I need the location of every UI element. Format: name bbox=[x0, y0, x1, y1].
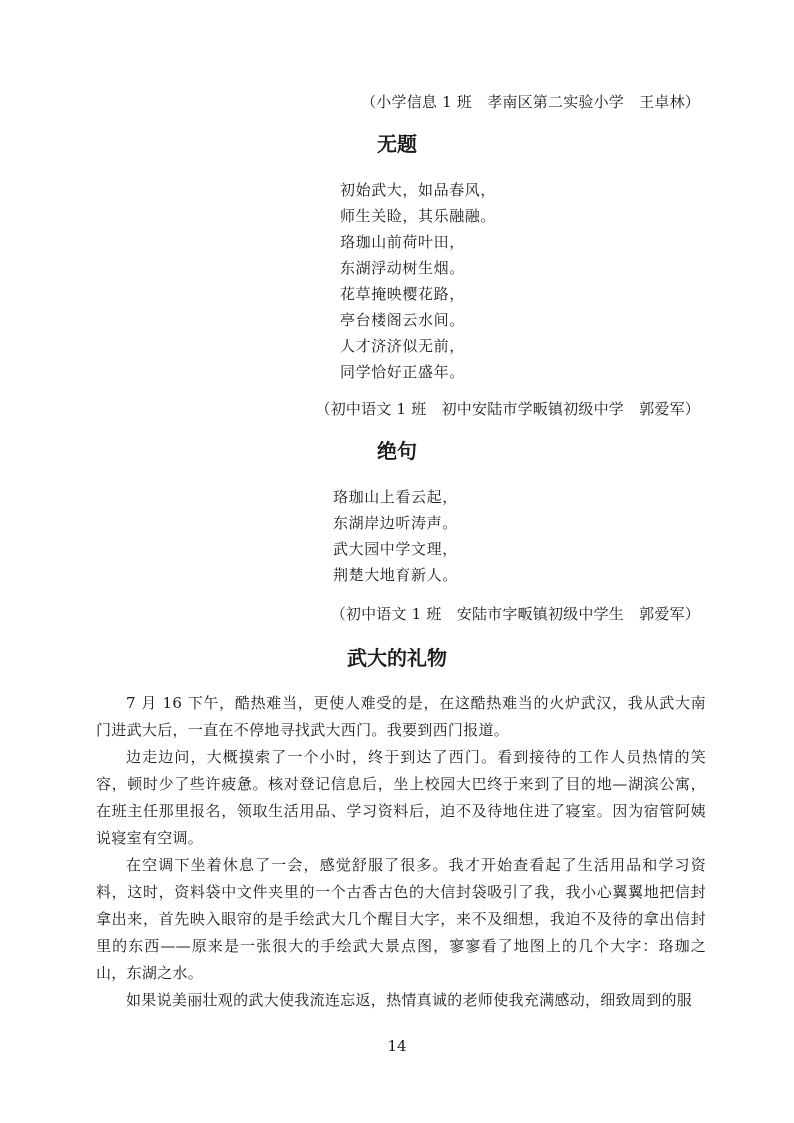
poem-body bbox=[340, 177, 496, 385]
poem-line: 东湖岸边听涛声。 bbox=[333, 514, 458, 532]
poem-line: 武大园中学文理， bbox=[333, 540, 458, 558]
poem-title: 绝句 bbox=[377, 439, 417, 463]
attribution-line: （初中语文 1 班 初中安陆市学畈镇初级中学 郭爱军） bbox=[315, 400, 700, 418]
page-number: 14 bbox=[387, 1037, 407, 1055]
poem-line: 亭台楼阁云水间。 bbox=[340, 311, 465, 329]
poem-line: 同学恰好正盛年。 bbox=[340, 363, 465, 381]
poem-line: 花草掩映樱花路， bbox=[340, 285, 465, 303]
poem-body bbox=[333, 484, 458, 588]
paragraph: 7 月 16 下午，酷热难当，更使人难受的是，在这酷热难当的火炉武汉，我从武大南门进武大后，一直在不停地寻找武大西门。我要到西门报道。 bbox=[96, 694, 706, 739]
poem-line: 珞珈山上看云起， bbox=[333, 488, 458, 506]
poem-line: 荆楚大地育新人。 bbox=[333, 566, 458, 584]
attribution-line: （初中语文 1 班 安陆市字畈镇初级中学生 郭爱军） bbox=[330, 605, 700, 623]
poem-line: 师生关睑，其乐融融。 bbox=[340, 207, 497, 225]
poem-line: 东湖浮动树生烟。 bbox=[340, 259, 465, 277]
paragraph: 如果说美丽壮观的武大使我流连忘返，热情真诚的老师使我充满感动，细致周到的服 bbox=[126, 991, 693, 1009]
paragraph: 边走边问，大概摸索了一个小时，终于到达了西门。看到接待的工作人员热情的笑容，顿时少了些许疲惫。核对登记信息后，坐上校园大巴终于来到了目的地—湖滨公寓，在班主任那里报名，领取生活用品、学习资料后，迫不及待地住进了寝室。因为宿管阿姨说寝室有空调。 bbox=[96, 748, 706, 847]
poem-line: 珞珈山前荷叶田， bbox=[340, 233, 465, 251]
essay-body bbox=[96, 690, 706, 1014]
paragraph: 在空调下坐着休息了一会，感觉舒服了很多。我才开始查看起了生活用品和学习资料，这时，资料袋中文件夹里的一个古香古色的大信封袋吸引了我，我小心翼翼地把信封拿出来，首先映入眼帘的是手绘武大几个醒目大字，来不及细想，我迫不及待的拿出信封里的东西——原来是一张很大的手绘武大景点图，寥寥看了地图上的几个大字：珞珈之山，东湖之水。 bbox=[96, 856, 706, 982]
poem-line: 初始武大，如品春风， bbox=[340, 181, 497, 199]
attribution-line: （小学信息 1 班 孝南区第二实验小学 王卓林） bbox=[361, 93, 700, 111]
poem-line: 人才济济似无前， bbox=[340, 337, 465, 355]
essay-title: 武大的礼物 bbox=[347, 646, 447, 670]
poem-title: 无题 bbox=[377, 132, 417, 156]
